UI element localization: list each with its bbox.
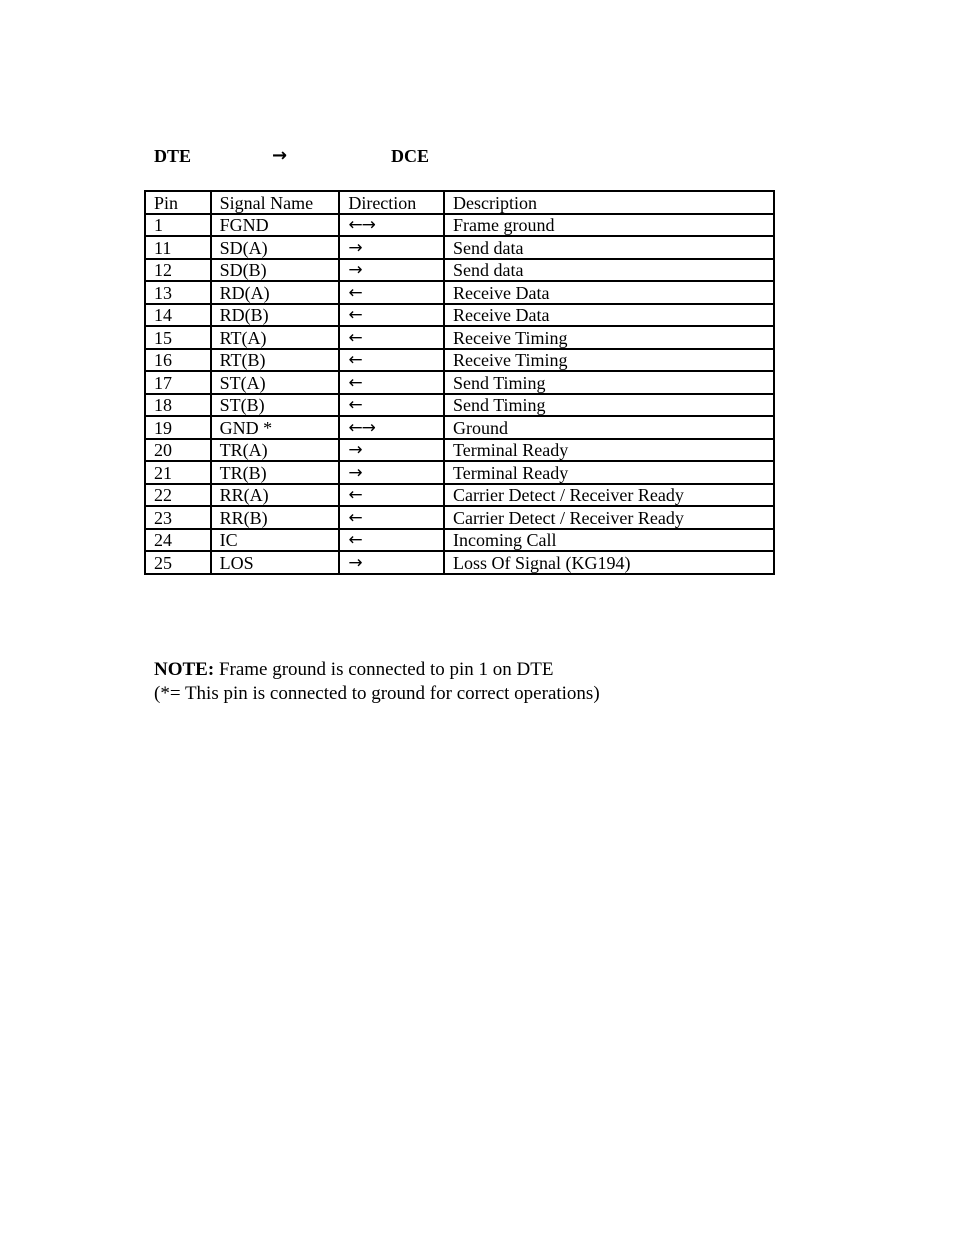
dte-label: DTE <box>154 146 192 166</box>
cell-description: Send Timing <box>444 371 774 394</box>
table-header-row <box>145 191 774 214</box>
cell-description: Receive Data <box>444 281 774 304</box>
cell-description: Frame ground <box>444 214 774 237</box>
cell-direction: → <box>339 461 444 484</box>
table-row <box>145 259 774 282</box>
table-row <box>145 349 774 372</box>
note-block <box>154 658 600 706</box>
cell-direction: ← <box>339 394 444 417</box>
cell-pin: 15 <box>145 326 211 349</box>
cell-signal-name: RT(A) <box>211 326 340 349</box>
cell-signal-name: GND * <box>211 416 340 439</box>
note-text: Frame ground is connected to pin 1 on DTE <box>214 659 554 680</box>
table-row <box>145 529 774 552</box>
cell-direction: ← <box>339 506 444 529</box>
cell-direction: → <box>339 259 444 282</box>
cell-pin: 25 <box>145 551 211 574</box>
cell-direction: ← <box>339 371 444 394</box>
cell-direction: → <box>339 439 444 462</box>
cell-signal-name: RT(B) <box>211 349 340 372</box>
table-row <box>145 416 774 439</box>
cell-pin: 12 <box>145 259 211 282</box>
cell-direction: ← <box>339 349 444 372</box>
cell-pin: 18 <box>145 394 211 417</box>
cell-description: Ground <box>444 416 774 439</box>
cell-description: Terminal Ready <box>444 461 774 484</box>
cell-signal-name: IC <box>211 529 340 552</box>
table-row <box>145 439 774 462</box>
pinout-table <box>144 190 775 575</box>
cell-description: Carrier Detect / Receiver Ready <box>444 484 774 507</box>
column-header-signal-name: Signal Name <box>211 191 340 214</box>
cell-signal-name: SD(A) <box>211 236 340 259</box>
column-header-description: Description <box>444 191 774 214</box>
cell-pin: 1 <box>145 214 211 237</box>
cell-signal-name: ST(B) <box>211 394 340 417</box>
cell-pin: 16 <box>145 349 211 372</box>
table-row <box>145 236 774 259</box>
cell-signal-name: RR(A) <box>211 484 340 507</box>
table-row <box>145 326 774 349</box>
table-row <box>145 371 774 394</box>
table-row <box>145 304 774 327</box>
cell-signal-name: ST(A) <box>211 371 340 394</box>
column-header-direction: Direction <box>339 191 444 214</box>
note-line <box>154 658 600 682</box>
cell-direction: ← <box>339 304 444 327</box>
note-footnote: (*= This pin is connected to ground for correct operations) <box>154 683 600 704</box>
cell-description: Terminal Ready <box>444 439 774 462</box>
table-row <box>145 551 774 574</box>
cell-pin: 23 <box>145 506 211 529</box>
cell-signal-name: FGND <box>211 214 340 237</box>
note-label: NOTE: <box>154 659 215 680</box>
table-row <box>145 214 774 237</box>
cell-description: Send Timing <box>444 394 774 417</box>
cell-description: Receive Data <box>444 304 774 327</box>
cell-direction: ← <box>339 529 444 552</box>
cell-signal-name: TR(A) <box>211 439 340 462</box>
cell-direction: ← <box>339 326 444 349</box>
cell-direction: ←→ <box>339 214 444 237</box>
pinout-table-body <box>145 191 774 574</box>
cell-description: Receive Timing <box>444 349 774 372</box>
cell-direction: ← <box>339 281 444 304</box>
cell-pin: 13 <box>145 281 211 304</box>
cell-signal-name: RR(B) <box>211 506 340 529</box>
cell-pin: 11 <box>145 236 211 259</box>
cell-description: Carrier Detect / Receiver Ready <box>444 506 774 529</box>
cell-direction: → <box>339 236 444 259</box>
cell-signal-name: TR(B) <box>211 461 340 484</box>
cell-direction: → <box>339 551 444 574</box>
cell-signal-name: RD(A) <box>211 281 340 304</box>
cell-direction: ← <box>339 484 444 507</box>
table-row <box>145 461 774 484</box>
direction-header <box>0 144 954 168</box>
cell-pin: 14 <box>145 304 211 327</box>
cell-signal-name: SD(B) <box>211 259 340 282</box>
cell-signal-name: RD(B) <box>211 304 340 327</box>
column-header-pin: Pin <box>145 191 211 214</box>
cell-pin: 22 <box>145 484 211 507</box>
cell-description: Receive Timing <box>444 326 774 349</box>
table-row <box>145 484 774 507</box>
dce-label: DCE <box>391 146 430 166</box>
table-row <box>145 394 774 417</box>
right-arrow-icon: → <box>272 145 288 166</box>
cell-description: Send data <box>444 236 774 259</box>
cell-pin: 21 <box>145 461 211 484</box>
cell-signal-name: LOS <box>211 551 340 574</box>
cell-pin: 17 <box>145 371 211 394</box>
cell-description: Send data <box>444 259 774 282</box>
cell-direction: ←→ <box>339 416 444 439</box>
cell-pin: 20 <box>145 439 211 462</box>
table-row <box>145 506 774 529</box>
cell-description: Incoming Call <box>444 529 774 552</box>
cell-description: Loss Of Signal (KG194) <box>444 551 774 574</box>
cell-pin: 19 <box>145 416 211 439</box>
cell-pin: 24 <box>145 529 211 552</box>
table-row <box>145 281 774 304</box>
